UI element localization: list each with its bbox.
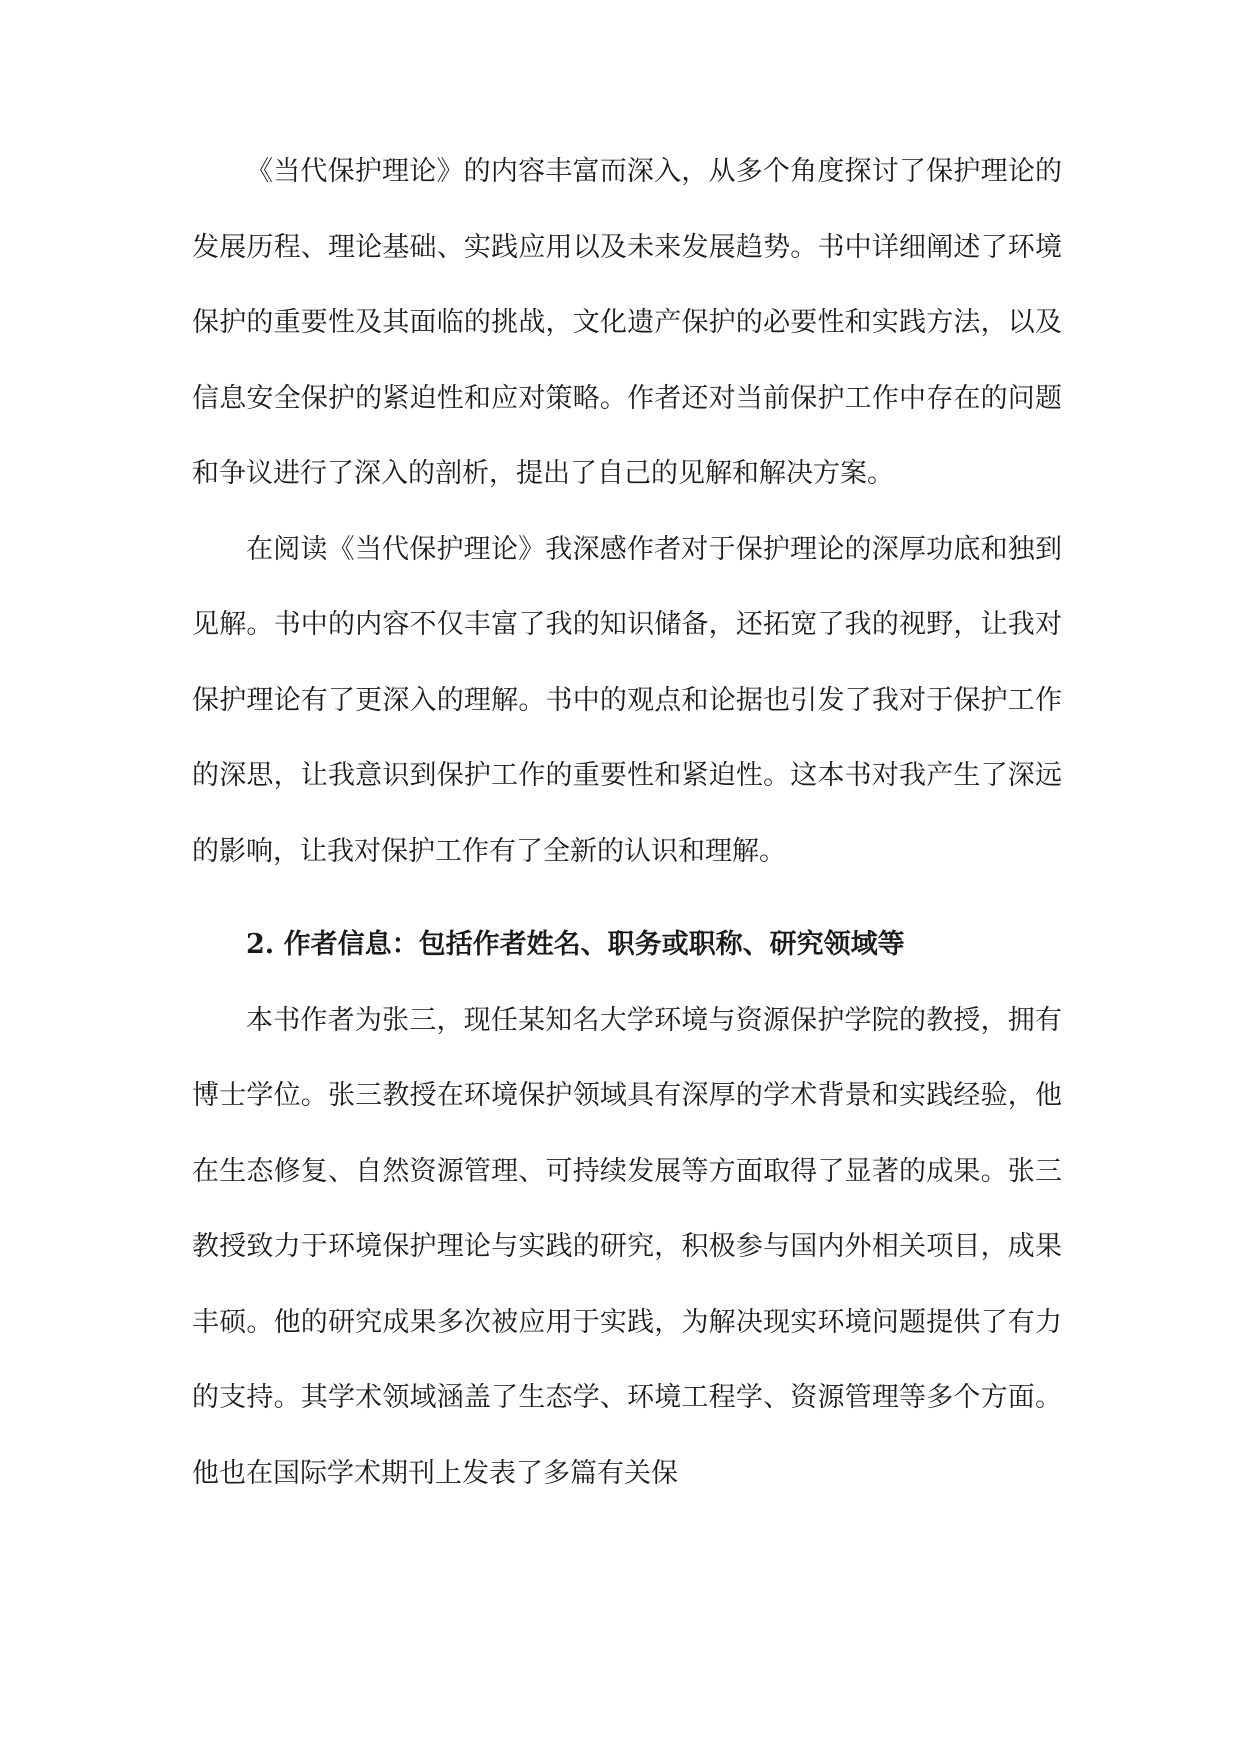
document-body xyxy=(192,134,1062,1511)
paragraph-reading-reflection: 在阅读《当代保护理论》我深感作者对于保护理论的深厚功底和独到见解。书中的内容不仅丰富了我的知识储备，还拓宽了我的视野，让我对保护理论有了更深入的理解。书中的观点和论据也引发了我对于保护工作的深思，让我意识到保护工作的重要性和紧迫性。这本书对我产生了深远的影响，让我对保护工作有了全新的认识和理解。 xyxy=(192,533,1062,867)
paragraph-author-bio: 本书作者为张三，现任某知名大学环境与资源保护学院的教授，拥有博士学位。张三教授在环境保护领域具有深厚的学术背景和实践经验，他在生态修复、自然资源管理、可持续发展等方面取得了显著的成果。张三教授致力于环境保护理论与实践的研究，积极参与国内外相关项目，成果丰硕。他的研究成果多次被应用于实践，为解决现实环境问题提供了有力的支持。其学术领域涵盖了生态学、环境工程学、资源管理等多个方面。他也在国际学术期刊上发表了多篇有关保 xyxy=(192,1004,1062,1489)
paragraph-book-content: 《当代保护理论》的内容丰富而深入，从多个角度探讨了保护理论的发展历程、理论基础、实践应用以及未来发展趋势。书中详细阐述了环境保护的重要性及其面临的挑战，文化遗产保护的必要性和实践方法，以及信息安全保护的紧迫性和应对策略。作者还对当前保护工作中存在的问题和争议进行了深入的剖析，提出了自己的见解和解决方案。 xyxy=(192,156,1062,489)
section-heading-author-info: 2. 作者信息：包括作者姓名、职务或职称、研究领域等 xyxy=(246,929,905,960)
